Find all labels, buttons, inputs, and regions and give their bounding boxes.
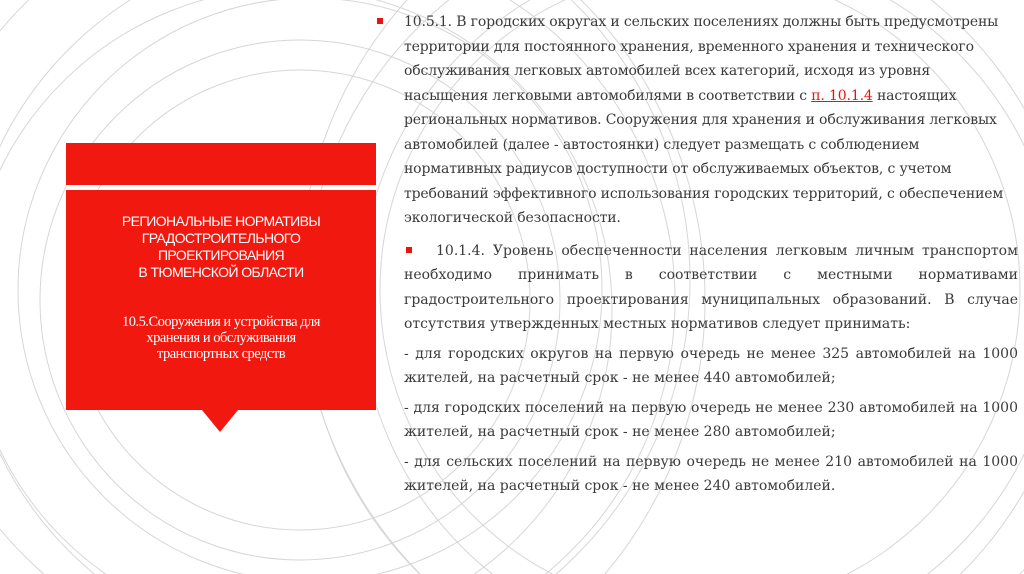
paragraph-text: 10.1.4. Уровень обеспеченности населения легковым личным транспортом необходимо принимать в соответствии с местными нормативами градостроительного проектирования муниципальных образований. В случае отсутствия утвержденных местных нормативов следует принимать:: [404, 242, 1018, 332]
bullet-square-icon: [406, 247, 412, 253]
panel-title-line: ГРАДОСТРОИТЕЛЬНОГО: [141, 230, 301, 246]
panel-subtitle-line: транспортных средств: [156, 346, 286, 362]
panel-title-line: В ТЮМЕНСКОЙ ОБЛАСТИ: [138, 264, 304, 280]
list-item-rural-settlements: - для сельских поселений на первую очередь не менее 210 автомобилей на 1000 жителей, на расчетный срок - не менее 240 автомобилей.: [404, 453, 1018, 494]
panel-subtitle: [86, 314, 356, 362]
list-item-urban-settlements: - для городских поселений на первую очередь не менее 230 автомобилей на 1000 жителей, на расчетный срок - не менее 280 автомобилей;: [404, 399, 1018, 440]
panel-subtitle-line: 10.5.Сооружения и устройства для: [122, 314, 320, 330]
paragraph-10-5-1: [404, 10, 1018, 231]
panel-title-line: РЕГИОНАЛЬНЫЕ НОРМАТИВЫ: [121, 213, 321, 229]
panel-title: [86, 213, 356, 281]
panel-title-line: ПРОЕКТИРОВАНИЯ: [157, 247, 285, 263]
paragraph-text: настоящих региональных нормативов. Сооружения для хранения и обслуживания легковых автомобилей (далее - автостоянки) следует размещать с соблюдением нормативных радиусов доступности от обслуживаемых объектов, с учетом требований эффективного использования городских территорий, с обеспечением экологической безопасности.: [404, 87, 1004, 226]
paragraph-10-1-4: [404, 239, 1018, 337]
panel-pointer: [202, 410, 238, 432]
panel-top-stripe: [66, 143, 376, 185]
panel-subtitle-line: хранения и обслуживания: [146, 330, 296, 346]
bullet-square-icon: [377, 18, 383, 24]
reference-link[interactable]: п. 10.1.4: [811, 87, 873, 104]
list-item-urban-districts: - для городских округов на первую очередь не менее 325 автомобилей на 1000 жителей, на расчетный срок - не менее 440 автомобилей;: [404, 345, 1018, 386]
paragraph-text: 10.5.1. В городских округах и сельских поселениях должны быть предусмотрены территории для постоянного хранения, временного хранения и технического обслуживания легковых автомобилей всех категорий, исходя из уровня насыщения легковыми автомобилями в соответствии с: [404, 14, 999, 104]
content-body: [404, 10, 1018, 504]
